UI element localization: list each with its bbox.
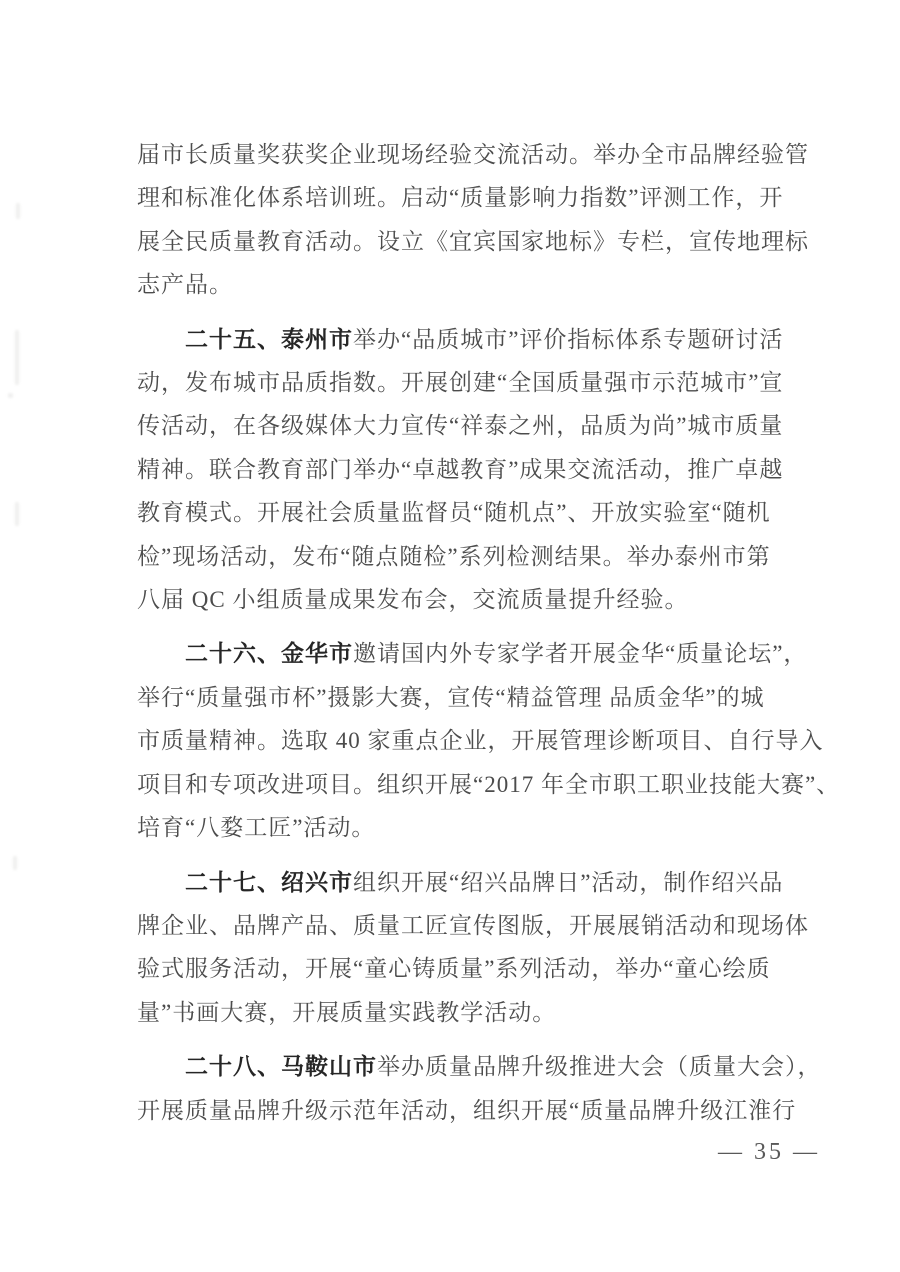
text-line: 验式服务活动，开展“童心铸质量”系列活动，举办“童心绘质 bbox=[137, 956, 771, 982]
scan-artifact bbox=[15, 502, 19, 526]
text-line: 开展质量品牌升级示范年活动，组织开展“质量品牌升级江淮行 bbox=[137, 1097, 797, 1123]
section-heading-25-taizhou: 二十五、泰州市 bbox=[185, 326, 353, 352]
paragraph-25-taizhou bbox=[137, 318, 817, 622]
text-line bbox=[137, 632, 817, 675]
text-line: 牌企业、品牌产品、质量工匠宣传图版，开展展销活动和现场体 bbox=[137, 912, 809, 938]
scan-artifact bbox=[8, 393, 13, 398]
text-line bbox=[137, 318, 817, 361]
text-line: 展全民质量教育活动。设立《宜宾国家地标》专栏，宣传地理标 bbox=[137, 228, 809, 254]
text-line: 届市长质量奖获奖企业现场经验交流活动。举办全市品牌经验管 bbox=[137, 142, 809, 167]
text-line: 理和标准化体系培训班。启动“质量影响力指数”评测工作，开 bbox=[137, 185, 784, 211]
text-line: 志产品。 bbox=[137, 272, 233, 298]
text-line: 培育“八婺工匠”活动。 bbox=[137, 815, 376, 841]
text-line: 检”现场活动，发布“随点随检”系列检测结果。举办泰州市第 bbox=[137, 543, 771, 569]
text-line: 传活动，在各级媒体大力宣传“祥泰之州，品质为尚”城市质量 bbox=[137, 413, 784, 439]
text-line: 项目和专项改进项目。组织开展“2017 年全市职工职业技能大赛”、 bbox=[137, 771, 841, 797]
text-run: 组织开展“绍兴品牌日”活动，制作绍兴品 bbox=[353, 869, 784, 895]
paragraph-26-jinhua bbox=[137, 632, 841, 849]
document-body bbox=[137, 133, 841, 1143]
scan-artifact bbox=[16, 203, 20, 219]
paragraph-continuation bbox=[137, 133, 817, 307]
section-heading-28-maanshan: 二十八、马鞍山市 bbox=[185, 1054, 377, 1080]
page-number: — 35 — bbox=[718, 1139, 820, 1165]
text-run: 举办“品质城市”评价指标体系专题研讨活 bbox=[353, 326, 784, 352]
text-line: 八届 QC 小组质量成果发布会，交流质量提升经验。 bbox=[137, 587, 689, 613]
text-line: 举行“质量强市杯”摄影大赛，宣传“精益管理 品质金华”的城 bbox=[137, 684, 765, 710]
text-line: 市质量精神。选取 40 家重点企业，开展管理诊断项目、自行导入 bbox=[137, 728, 824, 754]
paragraph-28-maanshan bbox=[137, 1045, 822, 1132]
text-line bbox=[137, 861, 817, 904]
text-run: 举办质量品牌升级推进大会（质量大会）， bbox=[377, 1054, 822, 1080]
scan-artifact bbox=[13, 856, 17, 870]
section-heading-27-shaoxing: 二十七、绍兴市 bbox=[185, 869, 353, 895]
section-heading-26-jinhua: 二十六、金华市 bbox=[185, 641, 353, 667]
text-line: 精神。联合教育部门举办“卓越教育”成果交流活动，推广卓越 bbox=[137, 456, 784, 482]
text-line: 教育模式。开展社会质量监督员“随机点”、开放实验室“随机 bbox=[137, 500, 771, 526]
paragraph-27-shaoxing bbox=[137, 861, 817, 1035]
text-line bbox=[137, 1045, 822, 1088]
text-line: 动，发布城市品质指数。开展创建“全国质量强市示范城市”宣 bbox=[137, 370, 784, 396]
text-run: 邀请国内外专家学者开展金华“质量论坛”， bbox=[353, 641, 808, 667]
scan-artifact bbox=[15, 330, 19, 385]
text-line: 量”书画大赛，开展质量实践教学活动。 bbox=[137, 999, 557, 1025]
